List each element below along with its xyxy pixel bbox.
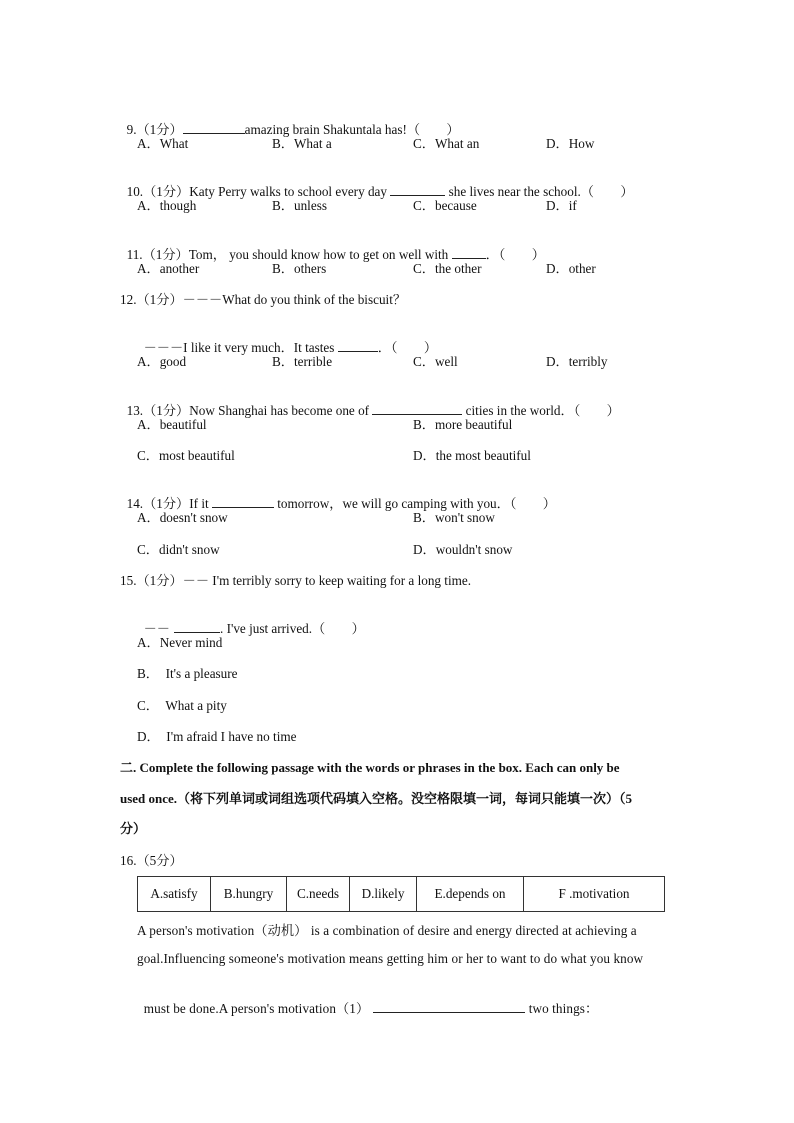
- q9-option-a[interactable]: A．What: [137, 136, 189, 151]
- q14-option-b[interactable]: B．won't snow: [413, 510, 495, 525]
- section-2-heading-line3: 分）: [120, 821, 147, 836]
- q13-stem: cities in the world．（ ）: [462, 403, 620, 418]
- word-box-item: A.satisfy: [138, 877, 211, 912]
- q14-option-c[interactable]: C．didn't snow: [137, 542, 220, 557]
- q9-option-b[interactable]: B．What a: [272, 136, 332, 151]
- q10-stem: she lives near the school.（ ）: [445, 184, 634, 199]
- word-box: [137, 876, 665, 912]
- q15-option-b[interactable]: B． It's a pleasure: [137, 666, 238, 681]
- q11-prefix: 11.（1分）Tom， you should know how to get on well with: [126, 247, 452, 262]
- q10-prefix: 10.（1分）Katy Perry walks to school every day: [126, 184, 391, 199]
- q11-option-a[interactable]: A．another: [137, 261, 200, 276]
- word-box-item: B.hungry: [211, 877, 287, 912]
- q13-option-c[interactable]: C．most beautiful: [137, 448, 235, 463]
- q10-option-a[interactable]: A．though: [137, 198, 197, 213]
- question-12: 12.（1分）－－－What do you think of the biscuit？: [120, 292, 407, 307]
- word-box-item: D.likely: [350, 877, 417, 912]
- q11-option-b[interactable]: B．others: [272, 261, 327, 276]
- q15-option-a[interactable]: A．Never mind: [137, 635, 223, 650]
- q11-option-d[interactable]: D．other: [546, 261, 596, 276]
- q10-option-b[interactable]: B．unless: [272, 198, 327, 213]
- q12-option-b[interactable]: B．terrible: [272, 354, 333, 369]
- question-9: [120, 105, 460, 138]
- q12-option-c[interactable]: C．well: [413, 354, 458, 369]
- q15-reply-prefix: －－: [143, 621, 170, 636]
- q13-option-b[interactable]: B．more beautiful: [413, 417, 513, 432]
- q14-blank[interactable]: [212, 495, 274, 508]
- question-14: [120, 479, 556, 512]
- passage-line-1: A person's motivation（动机） is a combination of desire and energy directed at achieving a: [137, 923, 637, 938]
- section-2-heading-line1: 二. Complete the following passage with the words or phrases in the box. Each can only be: [120, 760, 620, 775]
- passage-line-3: [137, 982, 598, 1017]
- q13-blank[interactable]: [372, 402, 462, 415]
- question-16-label: 16.（5分）: [120, 853, 183, 868]
- passage-blank-1[interactable]: [373, 1000, 525, 1013]
- q12-option-d[interactable]: D．terribly: [546, 354, 608, 369]
- word-box-item: E.depends on: [417, 877, 524, 912]
- q11-blank[interactable]: [452, 246, 486, 259]
- q9-prefix: 9.（1分）: [126, 122, 183, 137]
- q9-blank[interactable]: [183, 121, 245, 134]
- q10-blank[interactable]: [390, 183, 445, 196]
- q15-option-c[interactable]: C． What a pity: [137, 698, 227, 713]
- q12-blank[interactable]: [338, 339, 378, 352]
- q13-prefix: 13.（1分）Now Shanghai has become one of: [126, 403, 373, 418]
- q14-stem: tomorrow，we will go camping with you．（ ）: [273, 496, 556, 511]
- question-10: [120, 167, 634, 200]
- q15-reply-stem: . I've just arrived.（ ）: [219, 621, 365, 636]
- section-2-heading-line2: used once.（将下列单词或词组选项代码填入空格。没空格限填一词，每词只能填一次）（5: [120, 791, 633, 806]
- passage-line-3-after: two things：: [525, 1001, 599, 1016]
- q14-option-a[interactable]: A．doesn't snow: [137, 510, 228, 525]
- passage-line-2: goal.Influencing someone's motivation means getting him or her to want to do what you know: [137, 951, 644, 966]
- question-15-reply: [137, 604, 365, 637]
- q9-option-c[interactable]: C．What an: [413, 136, 480, 151]
- q9-stem: amazing brain Shakuntala has!（ ）: [244, 122, 460, 137]
- question-13: [120, 386, 620, 419]
- q12-reply-stem: ．（ ）: [377, 340, 438, 355]
- q15-option-d[interactable]: D． I'm afraid I have no time: [137, 729, 297, 744]
- q10-option-c[interactable]: C．because: [413, 198, 477, 213]
- q9-option-d[interactable]: D．How: [546, 136, 595, 151]
- q12-reply-prefix: －－－I like it very much．It tastes: [143, 340, 338, 355]
- q14-prefix: 14.（1分）If it: [126, 496, 212, 511]
- q11-stem: ．（ ）: [485, 247, 545, 262]
- passage-line-3-prefix: must be done.A person's motivation（1）: [143, 1001, 370, 1016]
- q13-option-a[interactable]: A．beautiful: [137, 417, 207, 432]
- q11-option-c[interactable]: C．the other: [413, 261, 482, 276]
- question-11: [120, 230, 545, 263]
- q12-option-a[interactable]: A．good: [137, 354, 187, 369]
- q15-blank[interactable]: [174, 620, 220, 633]
- q13-option-d[interactable]: D．the most beautiful: [413, 448, 531, 463]
- question-15: 15.（1分）－－ I'm terribly sorry to keep waiting for a long time.: [120, 573, 472, 588]
- q14-option-d[interactable]: D．wouldn't snow: [413, 542, 513, 557]
- word-box-item: C.needs: [287, 877, 350, 912]
- question-12-reply: [137, 323, 437, 356]
- q10-option-d[interactable]: D．if: [546, 198, 577, 213]
- word-box-item: F .motivation: [524, 877, 665, 912]
